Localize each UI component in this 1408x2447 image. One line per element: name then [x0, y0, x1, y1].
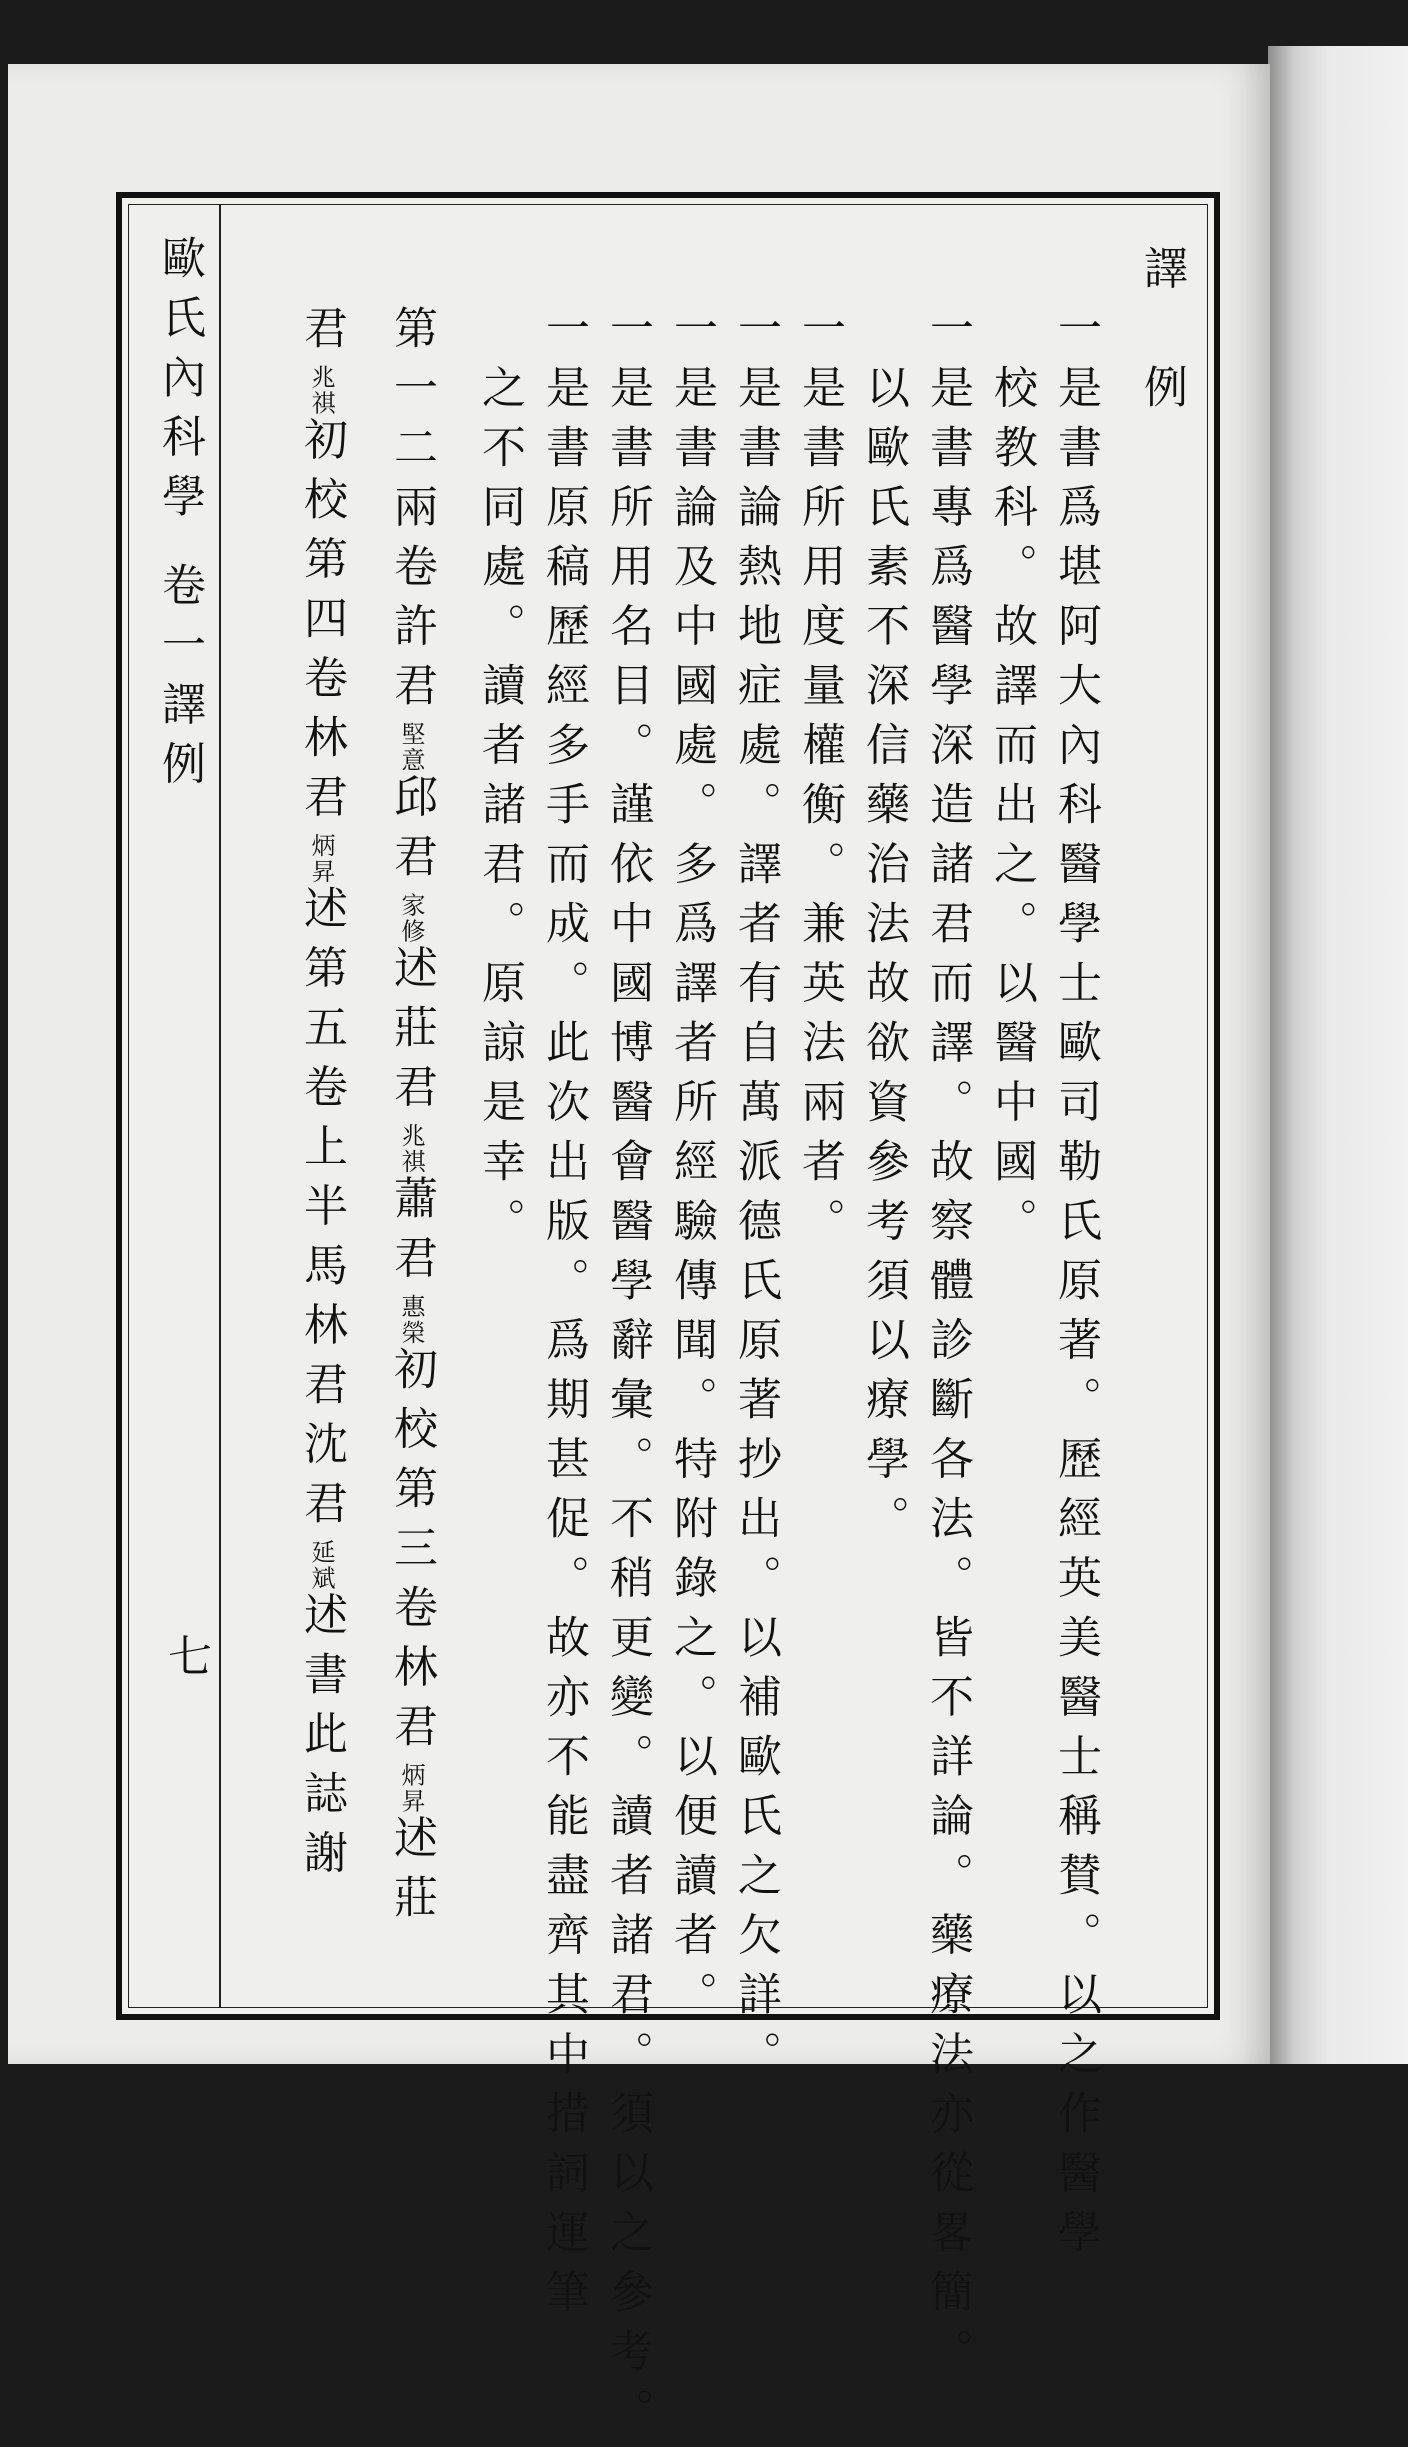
frame-inner-rule — [128, 204, 1208, 2447]
page-number: 七 — [160, 1633, 211, 1677]
running-header — [154, 235, 205, 800]
volume-label: 卷一 — [154, 562, 205, 681]
annotation-name: 延斌 — [307, 1539, 335, 1592]
book-page — [8, 64, 1270, 2447]
annotation-name: 兆祺 — [397, 1123, 425, 1175]
annotation-name: 家修 — [397, 892, 425, 945]
acknowledgement-text: 初校第四卷林君 — [296, 416, 347, 833]
annotation-name: 炳昇 — [397, 1762, 425, 1815]
annotation-name: 惠榮 — [397, 1294, 425, 1346]
acknowledgement-text: 述第五卷上半馬林君沈君 — [296, 885, 347, 1540]
body-column-9: 一是書原稿歷經多手而成。此次出版。爲期甚促。故亦不能盡齊其中措詞運筆 — [538, 305, 589, 2328]
adjacent-page-edge — [1268, 46, 1408, 2064]
body-column-10: 之不同處。讀者諸君。原諒是幸。 — [474, 305, 525, 1257]
text-frame — [116, 192, 1220, 2447]
body-column-5: 一是書所用度量權衡。兼英法兩者。 — [794, 305, 845, 1257]
body-column-7: 一是書論及中國處。多爲譯者所經驗傳聞。特附錄之。以便讀者。 — [666, 305, 717, 2031]
annotation-name: 炳昇 — [307, 833, 335, 885]
body-column-8: 一是書所用名目。謹依中國博醫會醫學辭彙。不稍更變。讀者諸君。須以之參考。 — [602, 305, 653, 2447]
annotation-name: 堅意 — [397, 721, 425, 774]
acknowledgement-text: 蕭君 — [386, 1175, 437, 1294]
acknowledgement-text: 君 — [296, 305, 347, 365]
acknowledgement-text: 初校第三卷林君 — [386, 1346, 437, 1763]
acknowledgement-line-2 — [296, 305, 347, 1889]
section-heading: 譯 例 — [1136, 245, 1187, 424]
body-column-3: 一是書專爲醫學深造諸君而譯。故察體診斷各法。皆不詳論。藥療法亦從畧簡。 — [922, 305, 973, 2388]
annotation-name: 兆祺 — [307, 364, 335, 417]
body-column-6: 一是書論熱地症處。譯者有自萬派德氏原著抄出。以補歐氏之欠詳。 — [730, 305, 781, 2090]
acknowledgement-text: 邱君 — [386, 773, 437, 893]
acknowledgement-text: 述書此誌謝 — [296, 1591, 347, 1889]
acknowledgement-text: 述莊君 — [386, 944, 437, 1123]
body-column-2: 校教科。故譯而出之。以醫中國。 — [986, 305, 1037, 1257]
acknowledgement-text: 第一二兩卷許君 — [386, 305, 437, 722]
acknowledgement-line-1 — [386, 305, 437, 1934]
header-divider-rule — [219, 205, 221, 2007]
body-column-1: 一是書爲堪阿大內科醫學士歐司勒氏原著。歷經英美醫士稱賛。以之作醫學 — [1050, 305, 1101, 2269]
body-column-4: 以歐氏素不深信藥治法故欲資參考須以療學。 — [858, 305, 909, 1555]
acknowledgement-text: 述莊 — [386, 1814, 437, 1934]
section-label: 譯例 — [154, 681, 205, 800]
book-title: 歐氏內科學 — [154, 235, 205, 533]
